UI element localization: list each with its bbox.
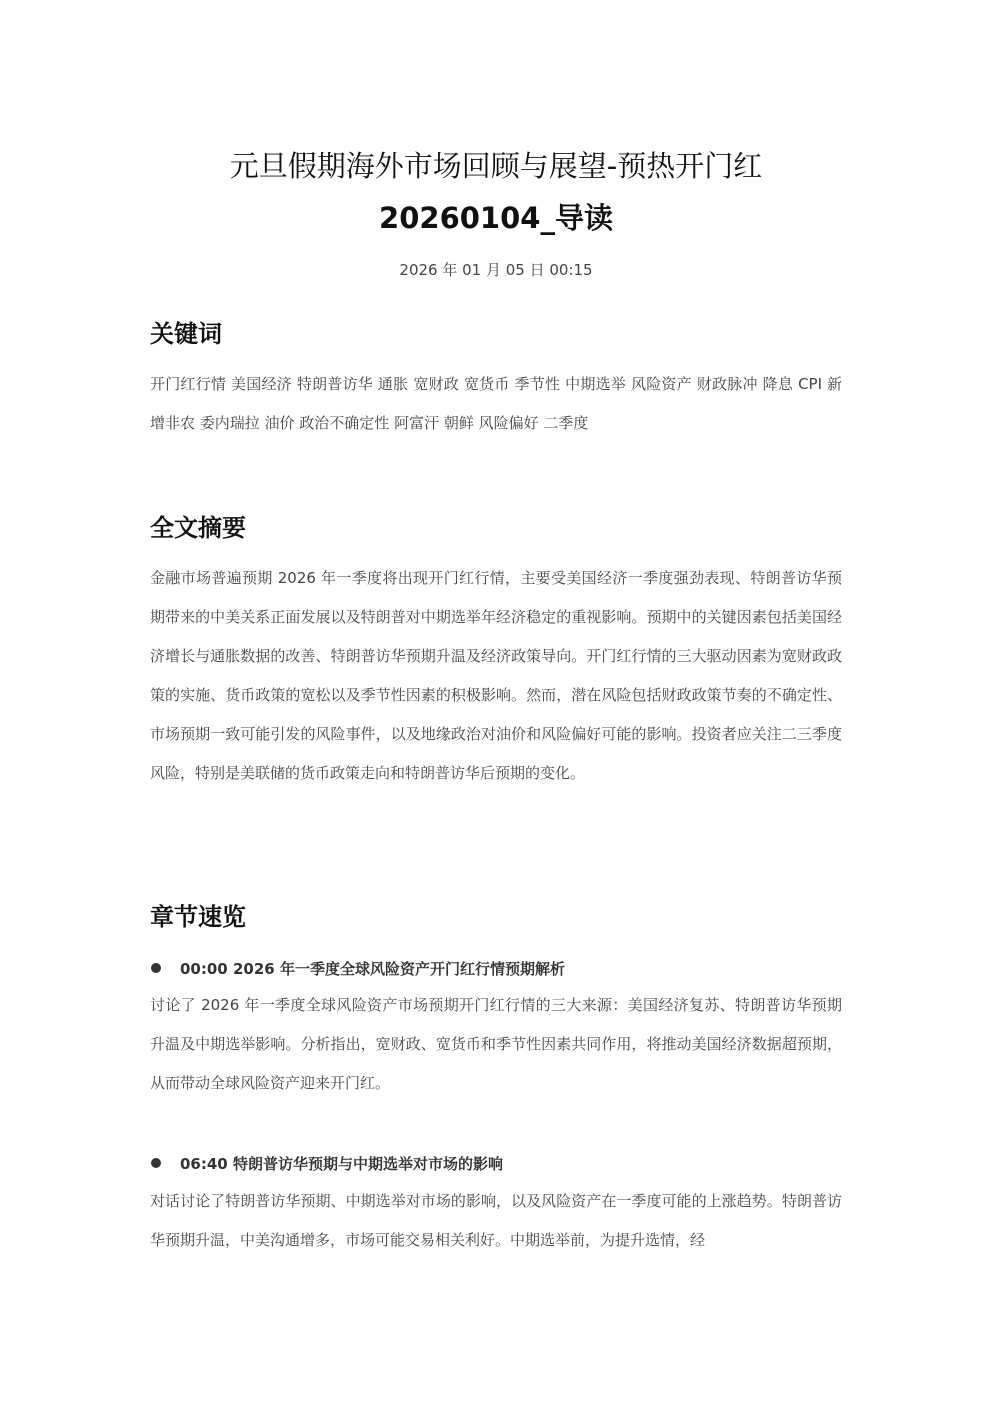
chapter-title: 06:40 特朗普访华预期与中期选举对市场的影响 xyxy=(180,1154,503,1173)
keywords-text: 开门红行情 美国经济 特朗普访华 通胀 宽财政 宽货币 季节性 中期选举 风险资产 财政脉冲 降息 CPI 新增非农 委内瑞拉 油价 政治不确定性 阿富汗 朝鲜 风险偏好 二季度 xyxy=(150,375,842,432)
document-date: 2026 年 01 月 05 日 00:15 xyxy=(399,261,593,279)
keywords-heading: 关键词 xyxy=(150,320,222,348)
chapter-text: 对话讨论了特朗普访华预期、中期选举对市场的影响，以及风险资产在一季度可能的上涨趋势。特朗普访华预期升温，中美沟通增多，市场可能交易相关利好。中期选举前，为提升选情，经 xyxy=(150,1192,842,1249)
bullet-dot-icon xyxy=(151,1158,161,1168)
chapter-item xyxy=(150,955,842,981)
bullet-dot-icon xyxy=(151,963,161,973)
summary-heading: 全文摘要 xyxy=(150,514,246,542)
document-title: 元旦假期海外市场回顾与展望-预热开门红 xyxy=(229,149,763,183)
chapter-title: 00:00 2026 年一季度全球风险资产开门红行情预期解析 xyxy=(180,959,565,978)
document-title-id: 20260104_导读 xyxy=(379,201,613,235)
chapter-item xyxy=(150,1150,842,1176)
chapters-heading: 章节速览 xyxy=(150,903,246,931)
summary-text: 金融市场普遍预期 2026 年一季度将出现开门红行情，主要受美国经济一季度强劲表现、特朗普访华预期带来的中美关系正面发展以及特朗普对中期选举年经济稳定的重视影响。预期中的关键因素包括美国经济增长与通胀数据的改善、特朗普访华预期升温及经济政策导向。开门红行情的三大驱动因素为宽财政政策的实施、货币政策的宽松以及季节性因素的积极影响。然而，潜在风险包括财政政策节奏的不确定性、市场预期一致可能引发的风险事件，以及地缘政治对油价和风险偏好可能的影响。投资者应关注二三季度风险，特别是美联储的货币政策走向和特朗普访华后预期的变化。 xyxy=(150,569,842,782)
chapter-text: 讨论了 2026 年一季度全球风险资产市场预期开门红行情的三大来源：美国经济复苏、特朗普访华预期升温及中期选举影响。分析指出，宽财政、宽货币和季节性因素共同作用，将推动美国经济数据超预期，从而带动全球风险资产迎来开门红。 xyxy=(150,996,842,1092)
